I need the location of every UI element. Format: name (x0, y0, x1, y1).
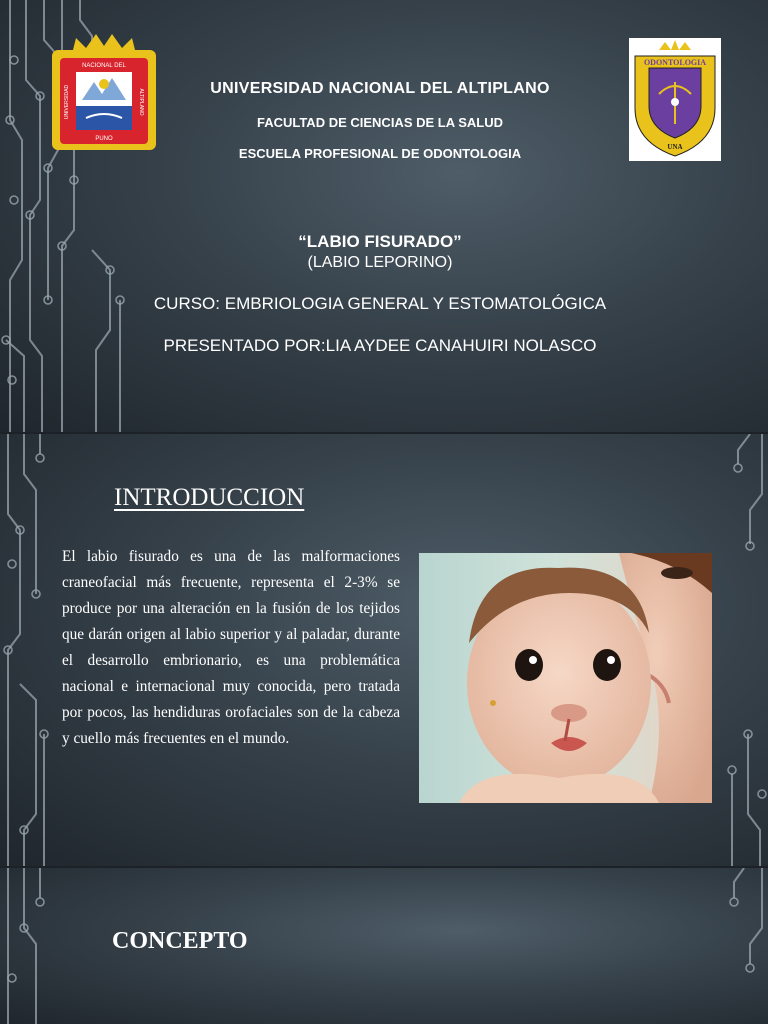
una-university-crest-icon (46, 28, 162, 154)
author-line: PRESENTADO POR:LIA AYDEE CANAHUIRI NOLASCO (163, 336, 597, 355)
crest-top-text: NACIONAL DEL (82, 63, 126, 69)
course-line: CURSO: EMBRIOLOGIA GENERAL Y ESTOMATOLÓGICA (153, 294, 607, 313)
circuit-decoration-right (678, 868, 768, 1024)
university-name: UNIVERSIDAD NACIONAL DEL ALTIPLANO (210, 80, 550, 97)
baby-with-cleft-lip-photo (419, 553, 712, 803)
crest-bottom-text: PUNO (95, 136, 113, 142)
introduction-slide (0, 434, 768, 866)
introduction-heading: INTRODUCCION (114, 484, 305, 511)
shield-bottom-text: UNA (667, 143, 683, 151)
odontology-shield-icon (629, 38, 721, 161)
introduction-paragraph: El labio fisurado es una de las malformaciones craneofacial más frecuente, representa el 2-3% se produce por una alteración en la fusión de los tejidos que darán origen al labio superior y al paladar, durante el desarrollo embrionario, es una problemática nacional e internacional muy conocida, pero tratada por pocos, las hendiduras orofaciales son de la cabeza y cuello más frecuentes en el mundo. (62, 548, 400, 747)
crest-right-text: ALTIPLANO (138, 88, 144, 116)
crest-left-text: UNIVERSIDAD (64, 84, 70, 120)
presentation-title: “LABIO FISURADO” (298, 232, 462, 251)
title-slide (0, 0, 768, 432)
concept-heading: CONCEPTO (112, 928, 248, 954)
faculty-name: FACULTAD DE CIENCIAS DE LA SALUD (256, 115, 504, 130)
school-name: ESCUELA PROFESIONAL DE ODONTOLOGIA (238, 146, 522, 161)
shield-top-text: ODONTOLOGIA (643, 58, 707, 67)
presentation-subtitle: (LABIO LEPORINO) (307, 254, 453, 271)
concept-slide (0, 868, 768, 1024)
